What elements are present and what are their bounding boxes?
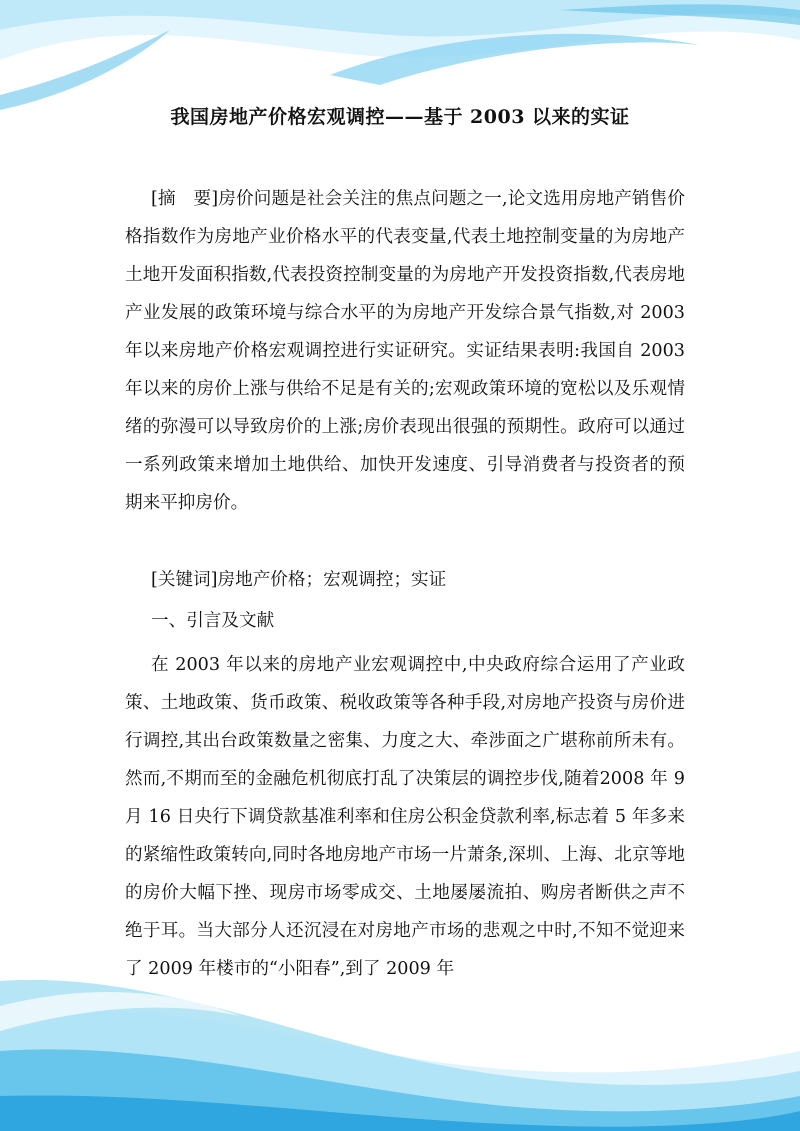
body-paragraph: 在 2003 年以来的房地产业宏观调控中,中央政府综合运用了产业政策、土地政策、货币政策、税收政策等各种手段,对房地产投资与房价进行调控,其出台政策数量之密集、力度之大、牵涉面之广堪称前所未有。然而,不期而至的金融危机彻底打乱了决策层的调控步伐,随着2008 年 9 月 16 日央行下调贷款基准利率和住房公积金贷款利率,标志着 5 年多来的紧缩性政策转向,同时各地房地产市场一片萧条,深圳、上海、北京等地的房价大幅下挫、现房市场零成交、土地屡屡流拍、购房者断供之声不绝于耳。当大部分人还沉浸在对房地产市场的悲观之中时,不知不觉迎来了 2009 年楼市的“小阳春”,到了 2009 年 [125, 655, 685, 979]
document-title: 我国房地产价格宏观调控——基于 2003 以来的实证 [170, 106, 630, 128]
keywords-line: [关键词]房地产价格；宏观调控；实证 [151, 570, 447, 590]
section-heading: 一、引言及文献 [151, 611, 275, 631]
abstract-paragraph: [摘 要]房价问题是社会关注的焦点问题之一,论文选用房地产销售价格指数作为房地产业价格水平的代表变量,代表土地控制变量的为房地产土地开发面积指数,代表投资控制变量的为房地产开发投资指数,代表房地产业发展的政策环境与综合水平的为房地产开发综合景气指数,对 2003 年以来房地产价格宏观调控进行实证研究。实证结果表明:我国自 2003 年以来的房价上涨与供给不足是有关的;宏观政策环境的宽松以及乐观情绪的弥漫可以导致房价的上涨;房价表现出很强的预期性。政府可以通过一系列政策来增加土地供给、加快开发速度、引导消费者与投资者的预期来平抑房价。 [125, 189, 685, 513]
